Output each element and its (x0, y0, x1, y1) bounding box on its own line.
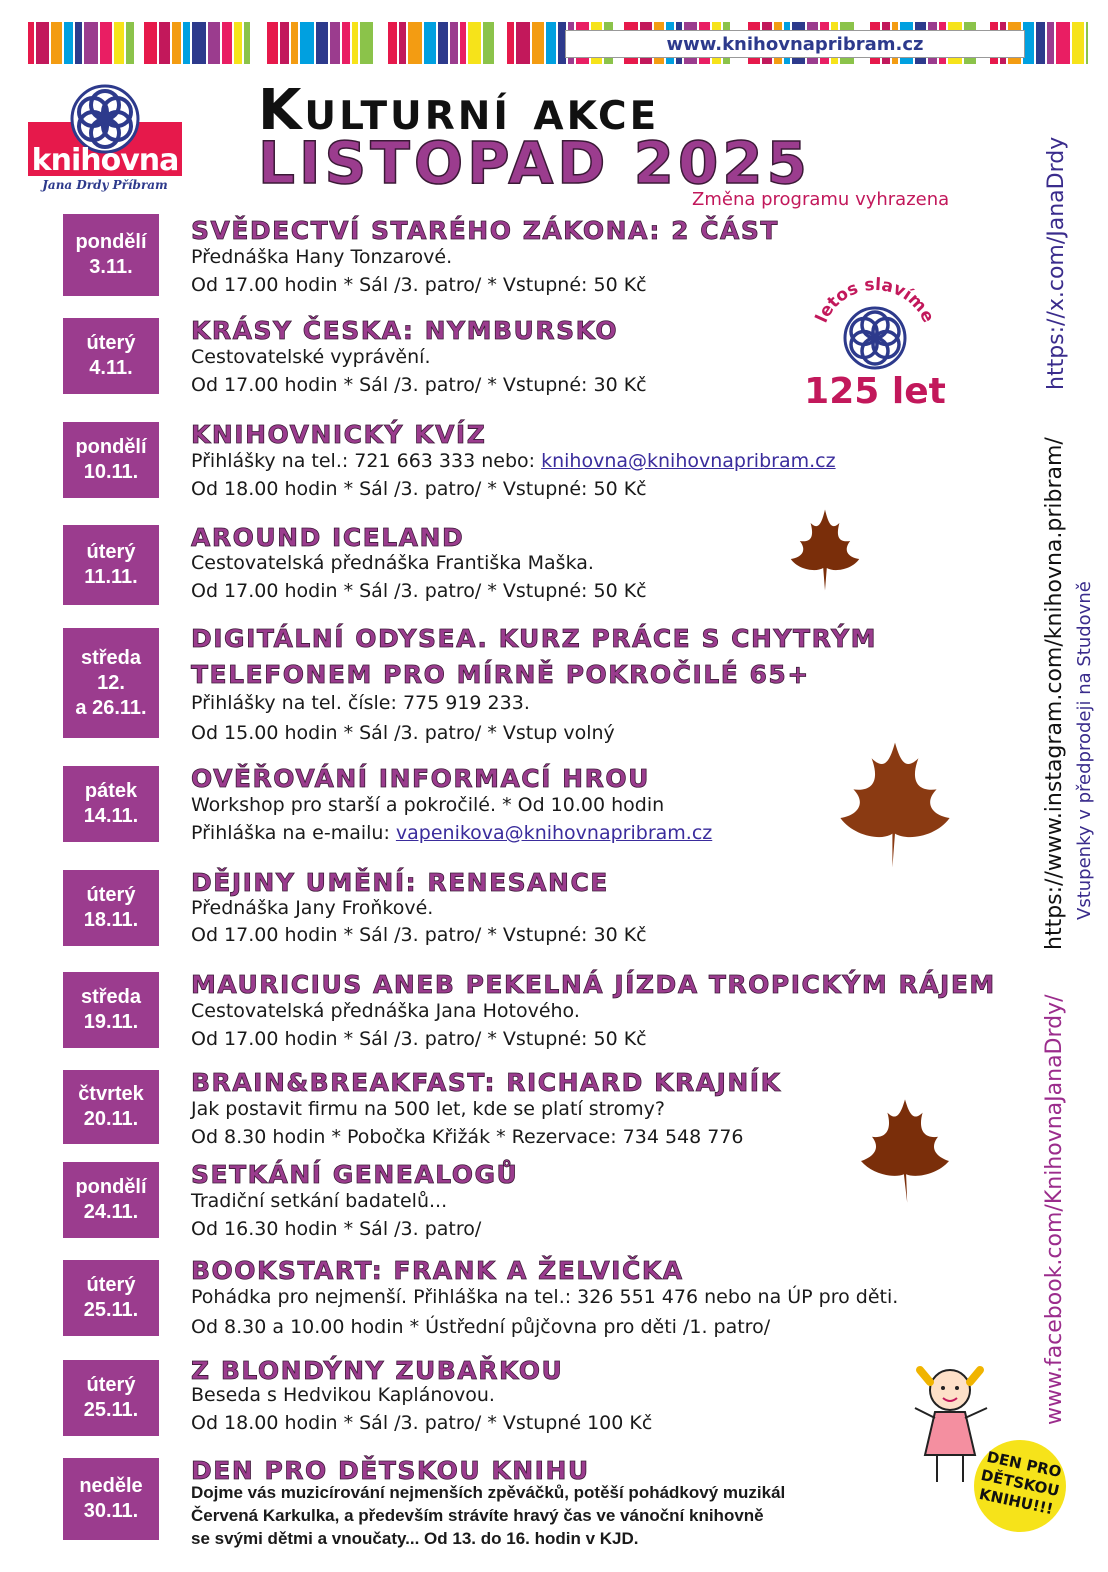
event-date-box (63, 422, 159, 498)
event-detail-line (191, 1026, 647, 1052)
event-detail-text: Červená Karkulka, a především strávíte hravý čas ve vánoční knihovně (191, 1506, 764, 1525)
event-title: DEN PRO DĚTSKOU KNIHU (191, 1456, 590, 1485)
event-title: MAURICIUS ANEB PEKELNÁ JÍZDA TROPICKÝM RÁJEM (191, 970, 996, 999)
stripe (159, 22, 170, 64)
event-detail-text: Dojme vás muzicírování nejmenších zpěváčků, potěší pohádkový muzikál (191, 1483, 786, 1502)
email-link[interactable]: knihovna@knihovnapribram.cz (541, 450, 836, 472)
event-date-line: 14.11. (83, 805, 139, 827)
event-detail-line (191, 1096, 665, 1122)
event-date-box (63, 1260, 159, 1336)
event-detail-text: Od 18.00 hodin * Sál /3. patro/ * Vstupné 100 Kč (191, 1412, 653, 1434)
stripe (126, 22, 134, 64)
event-date-line: 3.11. (89, 256, 133, 278)
event-date-line: 4.11. (89, 357, 133, 379)
event-title-continued: TELEFONEM PRO MÍRNĚ POKROČILÉ 65+ (191, 660, 810, 689)
event-date-line: úterý (86, 1274, 136, 1296)
event-detail-text: Od 16.30 hodin * Sál /3. patro/ (191, 1218, 482, 1240)
event-detail-line (191, 476, 647, 502)
event-title: BOOKSTART: FRANK A ŽELVIČKA (191, 1256, 684, 1285)
event-date-line: 11.11. (84, 566, 138, 588)
event-detail-line (191, 1410, 652, 1436)
event-date-box (63, 318, 159, 394)
stripe (316, 22, 328, 64)
program-notice: Změna programu vyhrazena (692, 189, 950, 210)
email-link[interactable]: vapenikova@knihovnapribram.cz (395, 822, 713, 844)
event-detail-line (191, 1505, 764, 1527)
event-detail-line (191, 1188, 447, 1214)
stripe (408, 22, 422, 64)
stripe (1086, 22, 1088, 64)
event-date-line: úterý (86, 1374, 136, 1396)
event-detail-text: Od 17.00 hodin * Sál /3. patro/ * Vstupné: 30 Kč (191, 374, 647, 396)
badge-text: DEN PRO DĚTSKOU KNIHU!!! (977, 1447, 1063, 1519)
event-detail-text: Přednáška Jany Froňkové. (191, 897, 434, 919)
stripe (375, 22, 386, 64)
anniversary-label: 125 let (804, 371, 946, 412)
event-detail-line (191, 998, 580, 1024)
stripe (64, 22, 73, 64)
event-date-line: 20.11. (83, 1108, 139, 1130)
event-date-line: neděle (79, 1475, 143, 1497)
event-detail-text: Od 15.00 hodin * Sál /3. patro/ * Vstup volný (191, 722, 615, 744)
facebook-link[interactable]: www.facebook.com/KnihovnaJanaDrdy/ (1042, 994, 1067, 1425)
event-date-line: 25.11. (83, 1299, 139, 1321)
event-date-line: 10.11. (83, 461, 139, 483)
event-detail-line (191, 372, 647, 398)
event-detail-text: Cestovatelská přednáška Jana Hotového. (191, 1000, 580, 1022)
event-detail-line (191, 344, 431, 370)
event-detail-line (191, 1382, 495, 1408)
event-detail-line (191, 690, 530, 716)
stripe (84, 22, 98, 64)
page-subtitle-month: LISTOPAD 2025 (258, 129, 812, 197)
stripe (208, 22, 220, 64)
stripe (516, 22, 530, 64)
event-detail-text: Od 8.30 hodin * Pobočka Křižák * Rezervace: 734 548 776 (191, 1126, 744, 1148)
event-date-line: pondělí (75, 1176, 147, 1198)
website-url[interactable]: www.knihovnapribram.cz (565, 30, 1025, 58)
event-date-line: pátek (84, 780, 138, 802)
event-detail-line (191, 895, 433, 921)
event-detail-line (191, 1124, 744, 1150)
event-title: KRÁSY ČESKA: NYMBURSKO (191, 316, 619, 345)
event-date-line: středa (80, 986, 142, 1008)
event-date-box (63, 628, 159, 738)
stripe (192, 22, 206, 64)
stripe (252, 22, 265, 64)
event-date-box (63, 972, 159, 1048)
stripe (280, 22, 289, 64)
stripe (330, 22, 340, 64)
event-title: BRAIN&BREAKFAST: RICHARD KRAJNÍK (191, 1068, 782, 1097)
stripe (51, 22, 62, 64)
event-title: SETKÁNÍ GENEALOGŮ (191, 1160, 519, 1189)
event-detail-line (191, 550, 594, 576)
event-date-line: 24.11. (83, 1201, 139, 1223)
event-detail-line (191, 1528, 639, 1550)
event-date-line: čtvrtek (78, 1083, 144, 1105)
event-title: SVĚDECTVÍ STARÉHO ZÁKONA: 2 ČÁST (191, 216, 779, 245)
event-detail-line (191, 922, 647, 948)
event-title: OVĚŘOVÁNÍ INFORMACÍ HROU (191, 764, 650, 793)
event-date-box (63, 1070, 159, 1144)
stripe (144, 22, 157, 64)
event-detail-text: Od 8.30 a 10.00 hodin * Ústřední půjčovna pro děti /1. patro/ (191, 1316, 771, 1338)
event-detail-text: Přihláška na e-mailu: (191, 822, 396, 844)
autumn-leaf-icon (780, 500, 870, 600)
event-detail-line (191, 272, 647, 298)
stripe (342, 22, 350, 64)
event-detail-text: Beseda s Hedvikou Kaplánovou. (191, 1384, 495, 1406)
stripe (546, 22, 556, 64)
stripe (28, 22, 34, 64)
event-title: DIGITÁLNÍ ODYSEA. KURZ PRÁCE S CHYTRÝM (191, 624, 877, 653)
anniversary-arc-text: letos slavíme (811, 274, 938, 326)
event-detail-text: Přihlášky na tel.: 721 663 333 nebo: (191, 450, 542, 472)
stripe (496, 22, 505, 64)
stripe (399, 22, 406, 64)
stripe (136, 22, 142, 64)
event-title: DĚJINY UMĚNÍ: RENESANCE (191, 868, 609, 897)
logo-word: knihovna (31, 143, 179, 178)
twitter-link[interactable]: https://x.com/JanaDrdy (1044, 136, 1069, 390)
event-detail-text: Přednáška Hany Tonzarové. (191, 246, 453, 268)
event-detail-text: Cestovatelské vyprávění. (191, 346, 431, 368)
stripe (75, 22, 82, 64)
tickets-note: Vstupenky v předprodeji na Studovně (1074, 581, 1095, 920)
stripe (114, 22, 124, 64)
event-date-box (63, 766, 159, 842)
stripe (388, 22, 397, 64)
stripe (172, 22, 181, 64)
event-title: KNIHOVNICKÝ KVÍZ (191, 420, 487, 449)
event-detail-text: Od 17.00 hodin * Sál /3. patro/ * Vstupné: 30 Kč (191, 924, 647, 946)
event-detail-text: Od 17.00 hodin * Sál /3. patro/ * Vstupné: 50 Kč (191, 580, 647, 602)
event-date-line: 30.11. (83, 1500, 139, 1522)
event-date-line: úterý (86, 884, 136, 906)
event-date-line: úterý (86, 541, 136, 563)
event-date-line: 18.11. (83, 909, 139, 931)
stripe (267, 22, 278, 64)
stripe (1056, 22, 1070, 64)
event-detail-line (191, 820, 712, 846)
logo-subtitle: Jana Drdy Příbram (42, 178, 168, 192)
instagram-link[interactable]: https://www.instagram.com/knihovna.pribram/ (1042, 437, 1067, 950)
event-detail-text: Přihlášky na tel. čísle: 775 919 233. (191, 692, 530, 714)
event-date-box (63, 870, 159, 946)
event-detail-line (191, 448, 836, 474)
event-date-line: pondělí (75, 231, 147, 253)
stripe (468, 22, 481, 64)
event-title: AROUND ICELAND (191, 523, 465, 552)
event-detail-text: Od 18.00 hodin * Sál /3. patro/ * Vstupné: 50 Kč (191, 478, 647, 500)
stripe (507, 22, 514, 64)
event-date-line: středa (80, 646, 142, 669)
stripe (1072, 22, 1084, 64)
event-detail-text: se svými dětmi a vnoučaty... Od 13. do 16. hodin v KJD. (191, 1529, 639, 1548)
stripe (532, 22, 544, 64)
event-detail-line (191, 244, 452, 270)
event-date-line: 25.11. (83, 1399, 139, 1421)
stripe (244, 22, 250, 64)
event-detail-line (191, 1482, 785, 1504)
event-date-box (63, 1360, 159, 1436)
autumn-leaf-icon (850, 1080, 960, 1220)
page-title: Kulturní akce (258, 78, 660, 143)
stripe (360, 22, 373, 64)
autumn-leaf-icon (830, 735, 960, 875)
event-detail-text: Workshop pro starší a pokročilé. * Od 10.00 hodin (191, 794, 665, 816)
stripe (36, 22, 49, 64)
event-detail-line (191, 1216, 481, 1242)
event-date-box (63, 1458, 159, 1540)
stripe (483, 22, 494, 64)
event-detail-text: Pohádka pro nejmenší. Přihláška na tel.: 326 551 476 nebo na ÚP pro děti. (191, 1286, 899, 1308)
event-date-box (63, 525, 159, 605)
event-date-line: 12. (97, 671, 125, 694)
event-detail-line (191, 1314, 770, 1340)
stripe (234, 22, 242, 64)
event-date-box (63, 1162, 159, 1238)
event-detail-text: Od 17.00 hodin * Sál /3. patro/ * Vstupné: 50 Kč (191, 274, 647, 296)
library-logo (28, 84, 182, 196)
event-date-line: úterý (86, 332, 136, 354)
stripe (222, 22, 232, 64)
stripe (183, 22, 190, 64)
event-title: Z BLONDÝNY ZUBAŘKOU (191, 1356, 564, 1385)
stripe (450, 22, 458, 64)
stripe (291, 22, 298, 64)
event-detail-line (191, 792, 664, 818)
stripe (352, 22, 358, 64)
event-detail-text: Jak postavit firmu na 500 let, kde se platí stromy? (191, 1098, 665, 1120)
event-date-line: pondělí (75, 436, 147, 458)
event-detail-line (191, 578, 647, 604)
event-date-box (63, 214, 159, 296)
event-date-line: 19.11. (83, 1011, 139, 1033)
event-detail-text: Cestovatelská přednáška Františka Maška. (191, 552, 594, 574)
event-detail-text: Od 17.00 hodin * Sál /3. patro/ * Vstupné: 50 Kč (191, 1028, 647, 1050)
event-detail-text: Tradiční setkání badatelů... (191, 1190, 448, 1212)
event-detail-line (191, 1284, 898, 1310)
stripe (460, 22, 466, 64)
stripe (424, 22, 436, 64)
event-detail-line (191, 720, 615, 746)
event-date-line: a 26.11. (75, 696, 147, 719)
stripe (1036, 22, 1045, 64)
stripe (300, 22, 314, 64)
stripe (1047, 22, 1054, 64)
stripe (438, 22, 448, 64)
stripe (100, 22, 112, 64)
